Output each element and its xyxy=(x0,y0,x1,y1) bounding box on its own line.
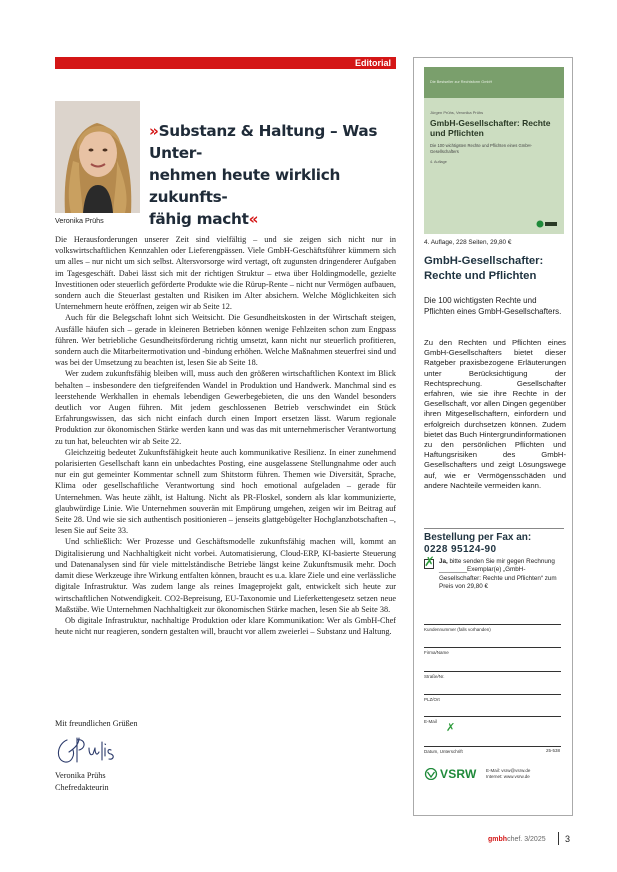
vsrw-logo-icon xyxy=(424,768,438,780)
signature-x-mark-icon: ✗ xyxy=(446,721,456,734)
book-advertisement xyxy=(413,57,573,816)
book-cover xyxy=(424,67,564,234)
author-photo xyxy=(55,101,140,213)
order-text xyxy=(439,558,567,591)
editorial-body xyxy=(55,234,396,637)
company-name-field[interactable] xyxy=(424,647,561,655)
footer-brand-bold: gmbh xyxy=(488,836,508,843)
signer-block xyxy=(55,770,109,794)
headline-line-1: Substanz & Haltung – Was Unter- xyxy=(149,122,378,162)
field-label: Firma/Name xyxy=(424,650,449,655)
book-edition-info: 4. Auflage, 228 Seiten, 29,80 € xyxy=(424,239,512,246)
handwritten-signature xyxy=(55,734,135,766)
email-field[interactable] xyxy=(424,716,561,724)
editorial-headline xyxy=(149,120,399,230)
publisher-contact xyxy=(486,768,530,780)
street-field[interactable] xyxy=(424,671,561,679)
fax-number: 0228 95124-90 xyxy=(424,544,497,555)
check-mark-icon: ✗ xyxy=(424,555,435,570)
book-series: Die Bestseller zur Rechtsform GmbH xyxy=(430,80,493,84)
book-title: GmbH-Gesellschafter: Rechte und Pflichten xyxy=(424,255,544,282)
field-label: Straße/Nr. xyxy=(424,674,445,679)
footer-issue xyxy=(488,836,546,843)
book-description: Zu den Rechten und Pflichten eines GmbH-Gesellschafters bietet dieser Ratgeber praxisbezogene Erläuterungen unter Berücksichtigung der Rechtsprechung. Gesellschafter erfahren, wie sie ihre Rechte in der Gesellschaft, vor allen Dingen gegenüber ihren Mitgesellschaftern, einfordern und erfolgreich durchsetzen können. Zudem bietet das Buch Hintergrundinformationen zu den persönlichen Pflichten und Haftungsrisiken des GmbH-Gesellschafters und zeigt Lösungswege auf, wie er Vermögensschäden und andere Nachteile vermeiden kann. xyxy=(424,338,566,490)
book-cover-edition: 4. Auflage xyxy=(430,160,447,164)
section-label: Editorial xyxy=(354,58,391,68)
publisher-logo-icon xyxy=(536,219,558,229)
signer-role: Chefredakteurin xyxy=(55,783,109,792)
order-divider xyxy=(424,528,564,529)
close-quote-mark: « xyxy=(248,210,259,228)
section-bar xyxy=(55,57,396,69)
order-checkbox[interactable] xyxy=(424,555,435,570)
book-subtitle: Die 100 wichtigsten Rechte und Pflichten eines GmbH-Gesellschafters. xyxy=(424,296,562,316)
book-authors: Jürgen Prühs, Veronika Prühs xyxy=(430,110,484,115)
order-yes: Ja, xyxy=(439,558,448,565)
book-cover-subtitle: Die 100 wichtigsten Rechte und Pflichten eines GmbH-Gesellschafters xyxy=(430,143,532,154)
zip-city-field[interactable] xyxy=(424,694,561,702)
page-number: 3 xyxy=(565,834,571,844)
headline-line-3: fähig macht xyxy=(149,210,249,228)
order-title: Bestellung per Fax an: xyxy=(424,532,532,543)
publisher-web[interactable]: Internet: www.vsrw.de xyxy=(486,774,530,779)
headline-line-2: nehmen heute wirklich zukunfts- xyxy=(149,166,341,206)
photo-caption: Veronika Prühs xyxy=(55,216,104,225)
customer-number-field[interactable] xyxy=(424,624,561,632)
field-label: PLZ/Ort xyxy=(424,697,440,702)
footer-separator xyxy=(558,832,559,845)
footer-issue-number: 3/2025 xyxy=(522,836,546,843)
book-cover-title: GmbH-Gesellschafter: Rechte und Pflichten xyxy=(430,118,551,138)
body-paragraph: Auch für die Belegschaft lohnt sich Weitsicht. Die Gesundheitskosten in der Wirtschaft steigen, Ausfälle häufen sich – gerade in kleineren Betrieben können wenige Fehlzeiten schon zum Engpass führen. Wer betriebliche Gesundheitsförderung richtig umsetzt, kann nicht nur steuerlich profitieren, sondern auch die Mitarbeitermotivation und -bindung erhöhen. Welche Maßnahmen steuerfrei sind und was bei der Umsetzung zu beachten ist, lesen Sie ab Seite 18. xyxy=(55,313,397,368)
field-label: Datum, Unterschrift xyxy=(424,749,463,754)
publisher-email[interactable]: E-Mail: vsrw@vsrw.de xyxy=(486,768,531,773)
body-paragraph: Gleichzeitig bedeutet Zukunftsfähigkeit heute auch kommunikative Resilienz. In einer zunehmend polarisierten Gesellschaft kann ein unbedachtes Posting, eine ausgelassene Stellungnahme oder auch nur ein gut gemeinter Kommentar schnell zum Shitstorm führen. Themen wie Diversität, Sprache, Klima oder gesellschaftliche Verantwortung sind hoch emotional aufgeladen – gerade für Unternehmen. Was heute zählt, ist Haltung. Nicht als PR-Floskel, sondern als klar kommunizierte, glaubwürdige Linie. Wie Unternehmen souverän mit Empörung umgehen, zeigen wir im Beitrag auf Seite 28. Und wie sie sich authentisch positionieren – jenseits glattgebügelter Hochglanzbotschaften –, lesen Sie auf Seite 33. xyxy=(55,447,396,536)
body-paragraph: Die Herausforderungen unserer Zeit sind vielfältig – und sie zeigen sich nicht nur in volkswirtschaftlichen Kennzahlen oder Lieferengpässen. Viele GmbH-Geschäftsführer kümmern sich um alles – nur nicht um sich selbst. Altersvorsorge wird vertagt, oft zugunsten dringenderer Aufgaben im Tagesgeschäft. Dabei lässt sich mit der richtigen Struktur – etwa über Holdingmodelle, gezielte Investitionen oder steuerlich geförderte Produkte wie die Rürup-Rente – nicht nur Vermögen aufbauen, sondern auch die Steuerlast gestalten und Risiken im Alter absichern. Welche Möglichkeiten sich Unternehmern heute eröffnen, zeigen wir ab Seite 12. xyxy=(55,235,396,312)
body-paragraph: Wer zudem zukunftsfähig bleiben will, muss auch den größeren wirtschaftlichen Kontext im Blick behalten – insbesondere den tiefgreifenden Wandel in Produktion und Handwerk. Manchmal sind es leerstehende Werkhallen in ehemals lebendigen Gewerbegebieten, die uns den Wandel besonders deutlich vor Augen führen. Mit jedem geschlossenen Betrieb verschwindet ein Stück Erfahrungswissen, das sich nicht einfach durch einen Import ersetzen lässt. Warum regionale Produktion zur ökonomischen Stärke werden kann und was das mit unternehmerischer Verantwortung zu tun hat, beleuchten wir ab Seite 22. xyxy=(55,369,396,446)
publisher-name: VSRW xyxy=(440,767,477,781)
field-label: Kundennummer (falls vorhanden) xyxy=(424,627,491,632)
field-label: E-Mail xyxy=(424,719,437,724)
body-paragraph: Und schließlich: Wer Prozesse und Geschäftsmodelle zukunftsfähig machen will, kommt an Digitalisierung und Nachhaltigkeit nicht vorbei. Automatisierung, Cloud-ERP, KI-basierte Steuerung und Datenanalysen sind für viele mittelständische Betriebe längst keine Zukunftsmusik mehr. Doch damit diese Werkzeuge ihre Wirkung entfalten können, braucht es u.a. klare Ziele und eine verlässliche digitale Infrastruktur. Was zudem lange als reines Imageprojekt galt, entwickelt sich heute zur wirtschaftlichen Notwendigkeit. CO2-Bepreisung, EU-Taxonomie und Lieferkettengesetz setzen neue Maßstäbe. Wie Unternehmen Nachhaltigkeit zur ökonomischen Stärke machen, lesen Sie ab Seite 38. xyxy=(55,537,396,614)
signer-name: Veronika Prühs xyxy=(55,771,106,780)
portrait-image xyxy=(55,101,140,213)
order-details: bitte senden Sie mir gegen Rechnung ________Exemplar(e) „GmbH-Gesellschafter: Rechte und Pflichten“ zum Preis von 29,80 € xyxy=(439,558,557,590)
closing-greeting: Mit freundlichen Grüßen xyxy=(55,719,138,728)
body-paragraph: Ob digitale Infrastruktur, nachhaltige Produktion oder klare Kommunikation: Wer als GmbH-Chef heute nicht nur reagieren, sondern gestalten will, braucht vor allem zweierlei – Substanz und Haltung. xyxy=(55,615,396,637)
order-code: 25-538 xyxy=(545,748,560,753)
open-quote-mark: » xyxy=(149,122,159,140)
footer-brand-rest: chef. xyxy=(507,836,523,843)
vsrw-logo xyxy=(424,766,480,782)
